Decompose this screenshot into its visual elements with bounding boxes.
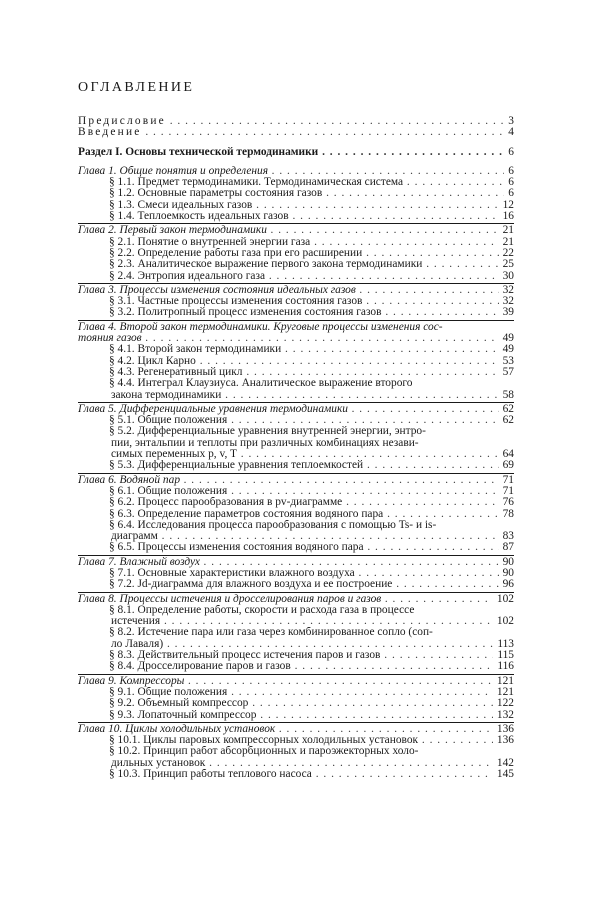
toc-entry-text: § 4.2. Цикл Карно [109,355,196,367]
toc-entry-text: § 8.4. Дросселирование паров и газов [109,661,291,673]
toc-entry-text: Глава 6. Водяной пар [78,474,181,486]
page-number: 102 [493,594,514,605]
page-number: 113 [493,639,514,650]
page-number: 6 [504,166,514,177]
page-number: 90 [499,568,514,579]
page-number: 6 [504,188,514,199]
chapter-divider [78,473,514,474]
page-number: 49 [499,344,514,355]
toc-chapter [78,475,514,486]
toc-subsection [78,698,514,709]
leader-dots [267,225,514,236]
toc-entry-text: тояния газов [78,333,142,345]
toc-subsection [78,497,514,508]
toc-entry-text: Глава 8. Процессы истечения и дросселирования паров и газов [78,593,382,605]
page-number: 32 [499,285,514,296]
toc-chapter [78,166,514,177]
toc-entry-text: § 5.1. Общие положения [109,415,228,427]
toc-entry-text: § 1.4. Теплоемкость идеальных газов [109,211,289,223]
table-of-contents [78,116,514,780]
toc-subsection [78,460,514,471]
chapter-divider [78,223,514,224]
toc-entry-text: § 8.3. Действительный процесс истечения паров и газов [109,650,381,662]
toc-subsection-continuation [78,449,514,460]
toc-subsection [78,605,514,616]
toc-subsection [78,367,514,378]
toc-chapter [78,676,514,687]
toc-entry-text: § 4.4. Интеграл Клаузиуса. Аналитическое выражение второго [109,378,413,390]
leader-dots [227,486,514,497]
toc-entry-text: истечения [111,616,161,628]
toc-subsection-continuation [78,639,514,650]
toc-subsection-continuation [78,390,514,401]
page-number: 145 [493,769,514,780]
leader-dots [166,116,514,127]
toc-subsection [78,415,514,426]
toc-subsection [78,542,514,553]
page-number: 39 [499,307,514,318]
toc-subsection [78,237,514,248]
toc-entry-text: § 2.4. Энтропия идеального газа [109,270,266,282]
leader-dots [142,333,514,344]
page-number: 121 [493,676,514,687]
leader-dots [227,687,514,698]
leader-dots [348,404,514,415]
toc-section-title [78,147,514,158]
toc-entry-text: Глава 4. Второй закон термодинамики. Круговые процессы изменения сос- [78,321,443,333]
leader-dots [221,390,514,401]
toc-entry-text: Глава 1. Общие понятия и определения [78,165,269,177]
toc-subsection [78,627,514,638]
toc-entry-text: § 6.2. Процесс парообразования в pv-диаграмме [109,497,343,509]
page-number: 90 [499,557,514,568]
leader-dots [248,698,514,709]
toc-subsection [78,650,514,661]
leader-dots [196,356,514,367]
page-number: 78 [499,509,514,520]
toc-chapter [78,404,514,415]
toc-entry-text: § 9.2. Объемный компрессор [109,698,249,710]
leader-dots [160,616,514,627]
toc-entry-text: § 9.3. Лопаточный компрессор [109,709,257,721]
leader-dots [364,542,514,553]
leader-dots [265,271,514,282]
page-number: 6 [504,147,514,158]
toc-subsection [78,509,514,520]
toc-chapter [78,285,514,296]
leader-dots [356,285,514,296]
toc-subsection [78,259,514,270]
toc-entry-text: диаграмм [111,531,158,543]
toc-entry-text: Глава 3. Процессы изменения состояния идеальных газов [78,284,356,296]
leader-dots [310,237,514,248]
toc-entry-text: § 2.2. Определение работы газа при его расширении [109,247,363,259]
toc-entry-text: § 8.1. Определение работы, скорости и расхода газа в процессе [109,604,415,616]
toc-entry-text: Глава 7. Влажный воздух [78,556,200,568]
toc-subsection [78,248,514,259]
leader-dots [291,661,514,672]
toc-subsection [78,520,514,531]
toc-subsection [78,426,514,437]
chapter-divider [78,402,514,403]
toc-chapter [78,322,514,333]
toc-entry-text: § 8.2. Истечение пара или газа через комбинированное сопло (соп- [109,627,433,639]
page-number: 122 [493,698,514,709]
leader-dots [289,211,514,222]
page-number: 57 [499,367,514,378]
toc-subsection [78,687,514,698]
chapter-divider [78,555,514,556]
toc-entry-text: § 2.3. Аналитическое выражение первого закона термодинамики [109,259,423,271]
toc-subsection [78,307,514,318]
toc-entry-text: § 2.1. Понятие о внутренней энергии газа [109,236,311,248]
page-number: 32 [499,296,514,307]
toc-chapter [78,594,514,605]
toc-front-entry [78,127,514,138]
toc-entry-text: § 5.3. Дифференциальные уравнения теплоемкостей [109,460,364,472]
page-number: 53 [499,356,514,367]
toc-entry-text: § 10.2. Принцип работ абсорбционных и пароэжекторных холо- [109,746,419,758]
toc-subsection [78,344,514,355]
toc-entry-text: Введение [78,127,142,139]
toc-entry-text: § 7.2. Jd-диаграмма для влажного воздуха и ее построение [109,579,393,591]
leader-dots [275,724,514,735]
page-number: 96 [499,579,514,590]
page-number: 136 [493,735,514,746]
page-number: 116 [493,661,514,672]
toc-entry-text: Глава 9. Компрессоры [78,675,185,687]
page-number: 3 [504,116,514,127]
chapter-divider [78,283,514,284]
page-number: 132 [493,710,514,721]
toc-entry-text: дильных установок [111,757,206,769]
toc-chapter [78,724,514,735]
toc-subsection-continuation [78,616,514,627]
toc-chapter [78,225,514,236]
toc-entry-text: § 1.2. Основные параметры состояния газов [109,188,323,200]
page-number: 71 [499,475,514,486]
toc-entry-text: § 1.3. Смеси идеальных газов [109,199,253,211]
toc-subsection [78,661,514,672]
toc-entry-text: § 3.2. Политропный процесс изменения состояния газов [109,307,382,319]
page-number: 4 [504,127,514,138]
toc-subsection [78,486,514,497]
toc-chapter-continuation [78,333,514,344]
toc-subsection [78,296,514,307]
page-number: 58 [499,390,514,401]
page-number: 136 [493,724,514,735]
toc-subsection-continuation [78,438,514,449]
toc-subsection [78,735,514,746]
toc-entry-text: § 7.1. Основные характеристики влажного воздуха [109,567,355,579]
toc-entry-text: Предисловие [78,116,166,127]
toc-front-entry [78,116,514,127]
page-number: 64 [499,449,514,460]
toc-subsection [78,200,514,211]
toc-entry-text: пии, энтальпии и теплоты при различных комбинациях незави- [111,437,419,449]
toc-subsection-continuation [78,531,514,542]
toc-entry-text: Глава 5. Дифференциальные уравнения термодинамики [78,403,349,415]
leader-dots [142,127,514,138]
toc-entry-text: § 10.1. Циклы паровых компрессорных холодильных установок [109,735,419,747]
page-number: 21 [499,225,514,236]
toc-entry-text: § 4.3. Регенеративный цикл [109,366,243,378]
page-number: 102 [493,616,514,627]
leader-dots [158,531,514,542]
page-number: 30 [499,271,514,282]
leader-dots [362,248,514,259]
toc-entry-text: закона термодинамики [111,389,222,401]
page-number: 49 [499,333,514,344]
chapter-divider [78,320,514,321]
page-number: 69 [499,460,514,471]
toc-subsection [78,579,514,590]
page-number: 21 [499,237,514,248]
toc-subsection [78,769,514,780]
leader-dots [184,676,514,687]
toc-entry-text: § 5.2. Дифференциальные уравнения внутренней энергии, энтро- [109,426,426,438]
leader-dots [252,200,514,211]
toc-entry-text: § 6.5. Процессы изменения состояния водяного пара [109,542,364,554]
leader-dots [227,415,514,426]
leader-dots [403,177,514,188]
toc-entry-text: § 10.3. Принцип работы теплового насоса [109,769,312,781]
leader-dots [281,344,514,355]
page-number: 62 [499,404,514,415]
toc-entry-text: § 6.3. Определение параметров состояния водяного пара [109,508,384,520]
leader-dots [318,147,514,158]
toc-subsection [78,378,514,389]
leader-dots [355,568,514,579]
chapter-divider [78,674,514,675]
page-number: 71 [499,486,514,497]
leader-dots [237,449,514,460]
toc-chapter [78,557,514,568]
toc-entry-text: Глава 2. Первый закон термодинамики [78,225,267,237]
leader-dots [312,769,514,780]
page-number: 83 [499,531,514,542]
toc-entry-text: § 3.1. Частные процессы изменения состояния газов [109,296,363,308]
toc-subsection [78,356,514,367]
leader-dots [342,497,514,508]
leader-dots [242,367,514,378]
leader-dots [383,509,514,520]
page-number: 12 [499,200,514,211]
leader-dots [362,296,514,307]
toc-entry-text: § 9.1. Общие положения [109,686,228,698]
leader-dots [322,188,514,199]
toc-subsection [78,188,514,199]
leader-dots [205,758,514,769]
toc-subsection-continuation [78,758,514,769]
page-number: 121 [493,687,514,698]
leader-dots [381,307,514,318]
leader-dots [363,460,514,471]
leader-dots [256,710,514,721]
toc-subsection [78,568,514,579]
page-number: 25 [499,259,514,270]
toc-subsection [78,271,514,282]
toc-entry-text: § 4.1. Второй закон термодинамики [109,344,282,356]
toc-heading: ОГЛАВЛЕНИЕ [78,80,195,95]
toc-entry-text: ло Лаваля) [111,638,164,650]
chapter-divider [78,592,514,593]
leader-dots [163,639,514,650]
page-number: 87 [499,542,514,553]
leader-dots [200,557,514,568]
toc-subsection [78,177,514,188]
toc-entry-text: Раздел I. Основы технической термодинамики [78,146,319,158]
page-number: 6 [504,177,514,188]
page-number: 142 [493,758,514,769]
chapter-divider [78,722,514,723]
toc-entry-text: § 6.4. Исследования процесса парообразования с помощью Ts- и is- [109,519,437,531]
toc-subsection [78,746,514,757]
toc-entry-text: § 1.1. Предмет термодинамики. Термодинамическая система [109,177,404,189]
toc-subsection [78,710,514,721]
page-number: 62 [499,415,514,426]
leader-dots [392,579,514,590]
toc-entry-text: § 6.1. Общие положения [109,485,228,497]
page-number: 76 [499,497,514,508]
leader-dots [180,475,514,486]
page-number: 22 [499,248,514,259]
page-number: 16 [499,211,514,222]
page-number: 115 [493,650,514,661]
toc-subsection [78,211,514,222]
toc-entry-text: Глава 10. Циклы холодильных установок [78,723,276,735]
toc-entry-text: симых переменных p, v, T [111,449,237,461]
leader-dots [268,166,514,177]
